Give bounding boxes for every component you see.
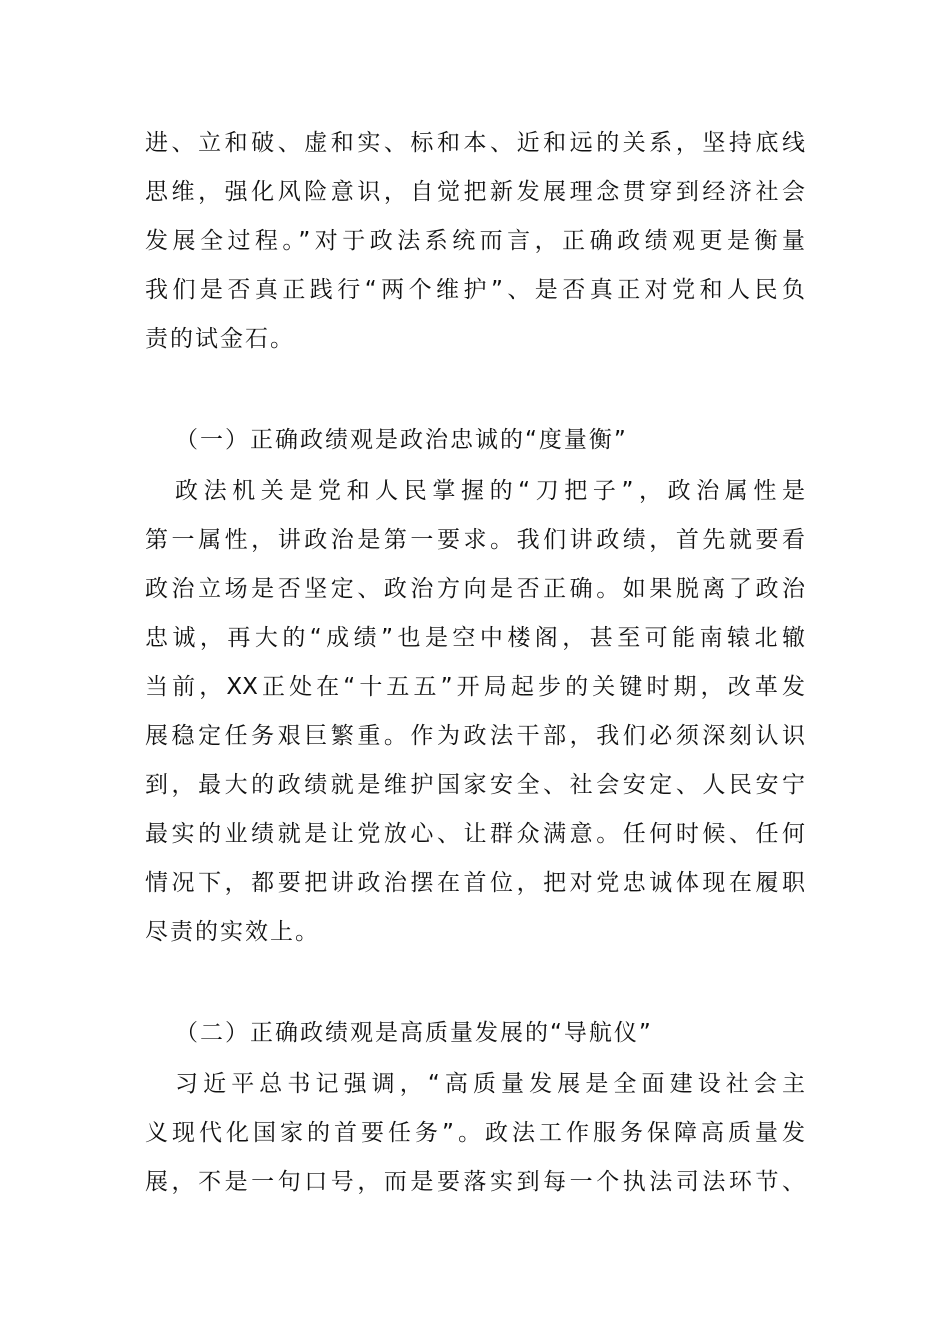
paragraph-line: 展，不是一句口号，而是要落实到每一个执法司法环节、	[145, 1169, 805, 1195]
paragraph-line: 政治立场是否坚定、政治方向是否正确。如果脱离了政治	[145, 576, 805, 602]
section-heading-2: （二）正确政绩观是高质量发展的“导航仪”	[175, 1020, 653, 1046]
paragraph-line: 思维，强化风险意识，自觉把新发展理念贯穿到经济社会	[145, 179, 805, 205]
paragraph-line: 情况下，都要把讲政治摆在首位，把对党忠诚体现在履职	[145, 870, 805, 896]
paragraph-line: 尽责的实效上。	[145, 919, 320, 945]
paragraph-line: 第一属性，讲政治是第一要求。我们讲政绩，首先就要看	[145, 527, 805, 553]
section-heading-1: （一）正确政绩观是政治忠诚的“度量衡”	[175, 427, 628, 453]
paragraph-line: 最实的业绩就是让党放心、让群众满意。任何时候、任何	[145, 821, 805, 847]
paragraph-line: 我们是否真正践行“两个维护”、是否真正对党和人民负	[145, 277, 805, 303]
paragraph-line: 到，最大的政绩就是维护国家安全、社会安定、人民安宁	[145, 772, 805, 798]
paragraph-line: 政法机关是党和人民掌握的“刀把子”，政治属性是	[175, 478, 805, 504]
paragraph-line: 进、立和破、虚和实、标和本、近和远的关系，坚持底线	[145, 130, 805, 156]
paragraph-line: 义现代化国家的首要任务”。政法工作服务保障高质量发	[145, 1120, 805, 1146]
paragraph-line: 责的试金石。	[145, 326, 295, 352]
paragraph-line: 发展全过程。”对于政法系统而言，正确政绩观更是衡量	[145, 228, 805, 254]
paragraph-line: 忠诚，再大的“成绩”也是空中楼阁，甚至可能南辕北辙	[145, 625, 805, 651]
paragraph-line: 当前，XX正处在“十五五”开局起步的关键时期，改革发	[145, 674, 805, 700]
paragraph-line: 习近平总书记强调，“高质量发展是全面建设社会主	[175, 1071, 805, 1097]
paragraph-line: 展稳定任务艰巨繁重。作为政法干部，我们必须深刻认识	[145, 723, 805, 749]
